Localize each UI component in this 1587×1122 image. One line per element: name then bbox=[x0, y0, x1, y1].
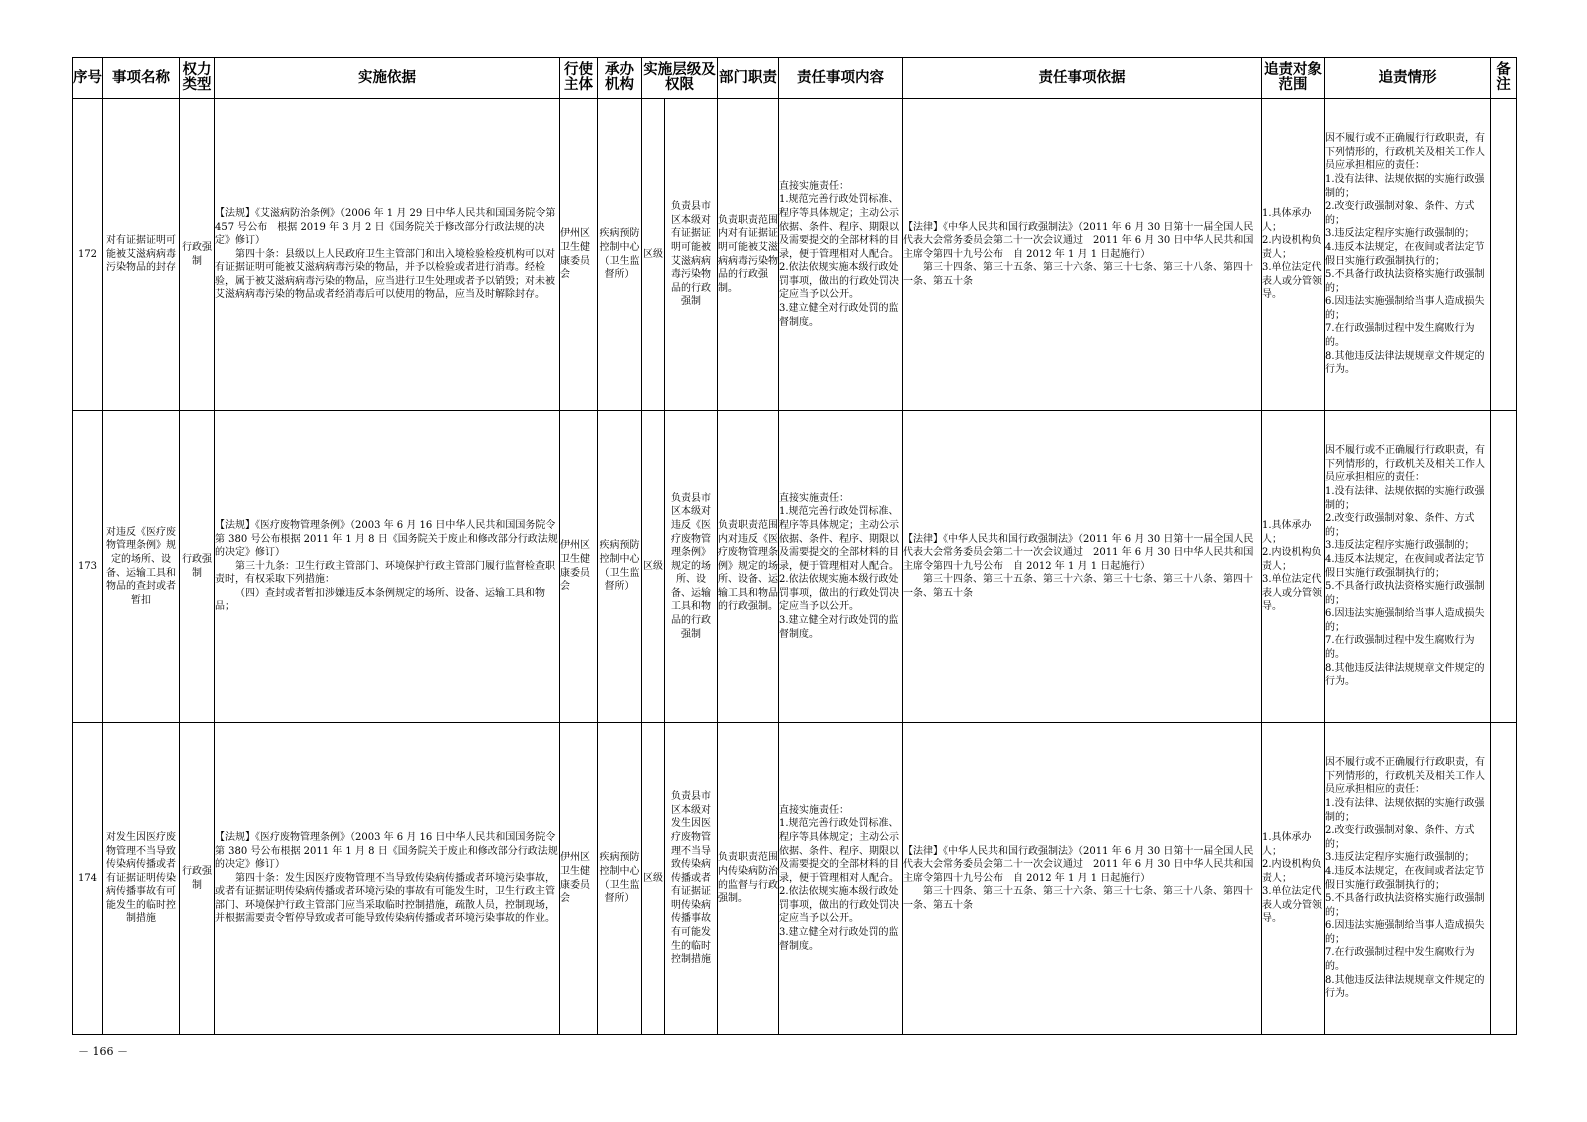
case-line: 5.不具备行政执法资格实施行政强制的； bbox=[1325, 581, 1485, 606]
row-dept-duty: 负责职责范围内对违反《医疗废物管理条例》规定的场所、设备、运输工具和物品的行政强制。 bbox=[718, 411, 779, 723]
resp-line: 直接实施责任： bbox=[779, 492, 849, 504]
scope-line: 1.具体承办人； bbox=[1262, 207, 1312, 233]
row-undertaker: 疾病预防控制中心（卫生监督所） bbox=[598, 99, 642, 411]
row-subject: 伊州区卫生健康委员会 bbox=[560, 411, 598, 723]
case-line: 7.在行政强制过程中发生腐败行为的。 bbox=[1325, 635, 1475, 661]
row-account-cases bbox=[1325, 99, 1491, 411]
header-account-cases: 追责情形 bbox=[1325, 58, 1491, 99]
row-subject: 伊州区卫生健康委员会 bbox=[560, 723, 598, 1035]
row-power-type: 行政强制 bbox=[180, 411, 215, 723]
case-line: 3.违反法定程序实施行政强制的； bbox=[1325, 540, 1475, 552]
case-line: 3.违反法定程序实施行政强制的； bbox=[1325, 852, 1475, 864]
row-resp-basis bbox=[903, 723, 1262, 1035]
case-line: 因不履行或不正确履行行政职责，有下列情形的，行政机关及相关工作人员应承担相应的责任： bbox=[1325, 133, 1485, 172]
row-account-scope bbox=[1262, 99, 1325, 411]
row-remarks bbox=[1491, 723, 1517, 1035]
row-subject: 伊州区卫生健康委员会 bbox=[560, 99, 598, 411]
resp-basis-line: 【法律】《中华人民共和国行政强制法》（2011 年 6 月 30 日第十一届全国人民代表大会常务委员会第二十一次会议通过 2011 年 6 月 30 日中华人民共和国主席令第四十九号公布 自 2012 年 1 月 1 日起施行） bbox=[903, 221, 1254, 260]
header-resp-content: 责任事项内容 bbox=[779, 58, 903, 99]
resp-line: 3.建立健全对行政处罚的监督制度。 bbox=[779, 303, 899, 328]
basis-line: 【法规】《医疗废物管理条例》（2003 年 6 月 16 日中华人民共和国国务院令第 380 号公布根据 2011 年 1 月 8 日《国务院关于废止和修改部分行政法规的决定》修订） bbox=[215, 831, 558, 871]
case-line: 2.改变行政强制对象、条件、方式的； bbox=[1325, 513, 1475, 538]
header-account-scope: 追责对象范围 bbox=[1262, 58, 1325, 99]
case-line: 2.改变行政强制对象、条件、方式的； bbox=[1325, 825, 1475, 850]
header-subject: 行使主体 bbox=[560, 58, 598, 99]
row-resp-content bbox=[779, 723, 903, 1035]
scope-line: 2.内设机构负责人； bbox=[1262, 235, 1322, 260]
table-row bbox=[73, 99, 1517, 411]
row-level bbox=[642, 723, 718, 1035]
scope-line: 2.内设机构负责人； bbox=[1262, 547, 1322, 572]
basis-line: （四）查封或者暂扣涉嫌违反本条例规定的场所、设备、运输工具和物品； bbox=[215, 587, 545, 613]
header-undertaker: 承办机构 bbox=[598, 58, 642, 99]
level-authority: 负责县市区本级对有证据证明可能被艾滋病病毒污染物品的行政强制 bbox=[671, 201, 711, 308]
basis-line: 第四十条：发生因医疗废物管理不当导致传染病传播或者环境污染事故，或者有证据证明传染病传播或者环境污染的事故有可能发生时，卫生行政主管部门、环境保护行政主管部门应当采取临时控制措施，疏散人员，控制现场，并根据需要责令暂停导致或者可能导致传染病传播或者环境污染事故的作业。 bbox=[215, 872, 555, 925]
row-seq: 173 bbox=[73, 411, 103, 723]
scope-line: 1.具体承办人； bbox=[1262, 519, 1312, 545]
resp-basis-line: 第三十四条、第三十五条、第三十六条、第三十七条、第三十八条、第四十一条、第五十条 bbox=[903, 262, 1253, 287]
case-line: 8.其他违反法律法规规章文件规定的行为。 bbox=[1325, 662, 1485, 688]
row-dept-duty: 负责职责范围内对有证据证明可能被艾滋病病毒污染物品的行政强制。 bbox=[718, 99, 779, 411]
row-undertaker: 疾病预防控制中心（卫生监督所） bbox=[598, 411, 642, 723]
resp-basis-line: 【法律】《中华人民共和国行政强制法》（2011 年 6 月 30 日第十一届全国人民代表大会常务委员会第二十一次会议通过 2011 年 6 月 30 日中华人民共和国主席令第四十九号公布 自 2012 年 1 月 1 日起施行） bbox=[903, 533, 1254, 572]
case-line: 6.因违法实施强制给当事人造成损失的； bbox=[1325, 608, 1485, 633]
row-remarks bbox=[1491, 411, 1517, 723]
resp-line: 3.建立健全对行政处罚的监督制度。 bbox=[779, 927, 899, 952]
resp-basis-line: 第三十四条、第三十五条、第三十六条、第三十七条、第三十八条、第四十一条、第五十条 bbox=[903, 574, 1253, 599]
row-basis bbox=[215, 723, 560, 1035]
table-row bbox=[73, 723, 1517, 1035]
resp-line: 1.规范完善行政处罚标准、程序等具体规定；主动公示依据、条件、程序、期限以及需要提交的全部材料的目录，便于管理相对人配合。 bbox=[779, 818, 899, 884]
row-seq: 172 bbox=[73, 99, 103, 411]
case-line: 1.没有法律、法规依据的实施行政强制的； bbox=[1325, 485, 1485, 511]
resp-line: 直接实施责任： bbox=[779, 804, 849, 816]
row-level bbox=[642, 411, 718, 723]
header-resp-basis: 责任事项依据 bbox=[903, 58, 1262, 99]
case-line: 4.违反本法规定，在夜间或者法定节假日实施行政强制执行的； bbox=[1325, 241, 1485, 267]
case-line: 4.违反本法规定，在夜间或者法定节假日实施行政强制执行的； bbox=[1325, 865, 1485, 891]
level-tier: 区级 bbox=[642, 411, 665, 722]
resp-line: 直接实施责任： bbox=[779, 180, 849, 192]
header-basis: 实施依据 bbox=[215, 58, 560, 99]
row-remarks bbox=[1491, 99, 1517, 411]
row-resp-basis bbox=[903, 99, 1262, 411]
scope-line: 3.单位法定代表人或分管领导。 bbox=[1262, 574, 1322, 613]
row-resp-basis bbox=[903, 411, 1262, 723]
level-split bbox=[642, 411, 717, 722]
case-line: 6.因违法实施强制给当事人造成损失的； bbox=[1325, 296, 1485, 321]
case-line: 5.不具备行政执法资格实施行政强制的； bbox=[1325, 269, 1485, 294]
case-line: 1.没有法律、法规依据的实施行政强制的； bbox=[1325, 797, 1485, 823]
level-split bbox=[642, 723, 717, 1034]
basis-line: 第三十九条：卫生行政主管部门、环境保护行政主管部门履行监督检查职责时，有权采取下列措施： bbox=[215, 560, 555, 586]
row-seq: 174 bbox=[73, 723, 103, 1035]
header-level: 实施层级及权限 bbox=[642, 58, 718, 99]
case-line: 因不履行或不正确履行行政职责，有下列情形的，行政机关及相关工作人员应承担相应的责任： bbox=[1325, 757, 1485, 796]
row-account-cases bbox=[1325, 723, 1491, 1035]
basis-line: 【法规】《医疗废物管理条例》（2003 年 6 月 16 日中华人民共和国国务院令第 380 号公布根据 2011 年 1 月 8 日《国务院关于废止和修改部分行政法规的决定》修订） bbox=[215, 519, 558, 559]
resp-basis-line: 第三十四条、第三十五条、第三十六条、第三十七条、第三十八条、第四十一条、第五十条 bbox=[903, 886, 1253, 911]
basis-line: 第四十条：县级以上人民政府卫生主管部门和出入境检验检疫机构可以对有证据证明可能被艾滋病病毒污染的物品，并予以检验或者进行消毒。经检验，属于被艾滋病病毒污染的物品，应当进行卫生处理或者予以销毁；对未被艾滋病病毒污染的物品或者经消毒后可以使用的物品，应当及时解除封存。 bbox=[215, 248, 555, 301]
row-item-name: 对有证据证明可能被艾滋病病毒污染物品的封存 bbox=[103, 99, 180, 411]
row-account-scope bbox=[1262, 411, 1325, 723]
scope-line: 1.具体承办人； bbox=[1262, 831, 1312, 857]
header-remarks: 备注 bbox=[1491, 58, 1517, 99]
header-name: 事项名称 bbox=[103, 58, 180, 99]
resp-basis-line: 【法律】《中华人民共和国行政强制法》（2011 年 6 月 30 日第十一届全国人民代表大会常务委员会第二十一次会议通过 2011 年 6 月 30 日中华人民共和国主席令第四十九号公布 自 2012 年 1 月 1 日起施行） bbox=[903, 845, 1254, 884]
row-basis bbox=[215, 99, 560, 411]
header-dept-duty: 部门职责 bbox=[718, 58, 779, 99]
resp-line: 1.规范完善行政处罚标准、程序等具体规定；主动公示依据、条件、程序、期限以及需要提交的全部材料的目录，便于管理相对人配合。 bbox=[779, 506, 899, 572]
scope-line: 3.单位法定代表人或分管领导。 bbox=[1262, 262, 1322, 301]
responsibility-table bbox=[72, 57, 1517, 1035]
case-line: 6.因违法实施强制给当事人造成损失的； bbox=[1325, 920, 1485, 945]
level-authority: 负责县市区本级对违反《医疗废物管理条例》规定的场所、设备、运输工具和物品的行政强制 bbox=[671, 492, 711, 640]
resp-line: 3.建立健全对行政处罚的监督制度。 bbox=[779, 615, 899, 640]
row-power-type: 行政强制 bbox=[180, 99, 215, 411]
scope-line: 2.内设机构负责人； bbox=[1262, 859, 1322, 884]
row-level bbox=[642, 99, 718, 411]
level-tier: 区级 bbox=[642, 99, 665, 410]
case-line: 2.改变行政强制对象、条件、方式的； bbox=[1325, 201, 1475, 226]
page-number: － 166 － bbox=[78, 1045, 128, 1058]
case-line: 1.没有法律、法规依据的实施行政强制的； bbox=[1325, 173, 1485, 199]
row-item-name: 对违反《医疗废物管理条例》规定的场所、设备、运输工具和物品的查封或者暂扣 bbox=[103, 411, 180, 723]
resp-line: 2.依法依规实施本级行政处罚事项，做出的行政处罚决定应当予以公开。 bbox=[779, 886, 899, 925]
header-row bbox=[73, 58, 1517, 99]
row-resp-content bbox=[779, 99, 903, 411]
case-line: 8.其他违反法律法规规章文件规定的行为。 bbox=[1325, 350, 1485, 376]
case-line: 4.违反本法规定，在夜间或者法定节假日实施行政强制执行的； bbox=[1325, 553, 1485, 579]
case-line: 3.违反法定程序实施行政强制的； bbox=[1325, 228, 1475, 240]
resp-line: 2.依法依规实施本级行政处罚事项，做出的行政处罚决定应当予以公开。 bbox=[779, 262, 899, 301]
level-split bbox=[642, 99, 717, 410]
case-line: 5.不具备行政执法资格实施行政强制的； bbox=[1325, 893, 1485, 918]
resp-line: 2.依法依规实施本级行政处罚事项，做出的行政处罚决定应当予以公开。 bbox=[779, 574, 899, 613]
row-basis bbox=[215, 411, 560, 723]
case-line: 7.在行政强制过程中发生腐败行为的。 bbox=[1325, 947, 1475, 973]
scope-line: 3.单位法定代表人或分管领导。 bbox=[1262, 886, 1322, 925]
row-power-type: 行政强制 bbox=[180, 723, 215, 1035]
row-undertaker: 疾病预防控制中心（卫生监督所） bbox=[598, 723, 642, 1035]
row-dept-duty: 负责职责范围内传染病防治的监督与行政强制。 bbox=[718, 723, 779, 1035]
case-line: 因不履行或不正确履行行政职责，有下列情形的，行政机关及相关工作人员应承担相应的责任： bbox=[1325, 445, 1485, 484]
level-tier: 区级 bbox=[642, 723, 665, 1034]
row-account-cases bbox=[1325, 411, 1491, 723]
header-power-type: 权力类型 bbox=[180, 58, 215, 99]
basis-line: 【法规】《艾滋病防治条例》（2006 年 1 月 29 日中华人民共和国国务院令第 457 号公布 根据 2019 年 3 月 2 日《国务院关于修改部分行政法规的决定》修订） bbox=[215, 207, 556, 247]
resp-line: 1.规范完善行政处罚标准、程序等具体规定；主动公示依据、条件、程序、期限以及需要提交的全部材料的目录，便于管理相对人配合。 bbox=[779, 194, 899, 260]
header-seq: 序号 bbox=[73, 58, 103, 99]
level-authority: 负责县市区本级对发生因医疗废物管理不当导致传染病传播或者有证据证明传染病传播事故有可能发生的临时控制措施 bbox=[671, 791, 711, 966]
case-line: 7.在行政强制过程中发生腐败行为的。 bbox=[1325, 323, 1475, 349]
row-account-scope bbox=[1262, 723, 1325, 1035]
case-line: 8.其他违反法律法规规章文件规定的行为。 bbox=[1325, 974, 1485, 1000]
table-row bbox=[73, 411, 1517, 723]
row-resp-content bbox=[779, 411, 903, 723]
row-item-name: 对发生因医疗废物管理不当导致传染病传播或者有证据证明传染病传播事故有可能发生的临时控制措施 bbox=[103, 723, 180, 1035]
